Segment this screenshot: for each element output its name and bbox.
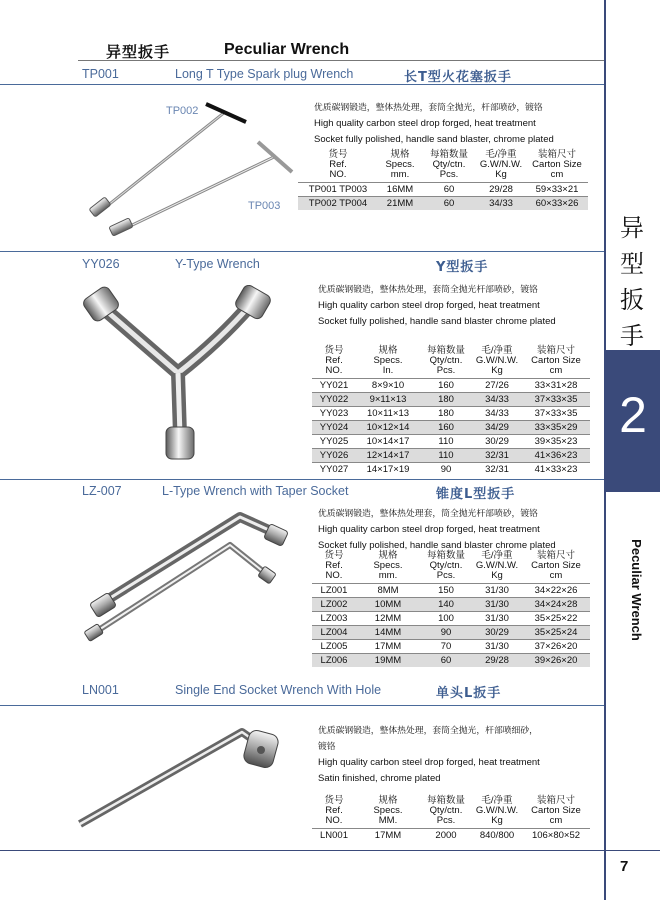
section-rule — [68, 705, 604, 706]
section-title-en: Y-Type Wrench — [175, 257, 260, 271]
product-description: 优质碳钢锻造，整体热处理，套筒全抛光，杆部喷细砂， 镀铬 High quality carbon steel drop forged, heat treatment Satin finished, chrome plated — [318, 726, 540, 784]
spec-table: 货号 Ref. NO. 规格 Specs. In. 每箱数量 Qty/ctn. Pcs. 毛/净重 G.W/N.W. Kg 装箱尺寸 Carton Size cm YY021 8×9×10 160 27/26 33×31×28 YY022 9×11×13 180 34/33 37×33×35 YY023 10×11×13 180 34/33 37×33×35 YY024 10×12×14 160 34/29 33×35×29 YY025 10×14×17 110 30/29 39×35×23 YY026 12×14×17 110 32/31 41×36×23 YY027 14×17×19 90 32/31 41×33×23 — [312, 346, 590, 476]
product-description: 优质碳钢锻造，整体热处理套，筒全抛光杆部喷砂，镀铬 High quality carbon steel drop forged, heat treatment Socket fully polished, handle sand blaster chrome plated — [318, 509, 556, 551]
page-title-en: Peculiar Wrench — [224, 41, 350, 58]
section-code: LZ-007 — [82, 484, 122, 498]
table-row: LZ003 12MM 100 31/30 35×25×22 — [312, 612, 590, 626]
section-title-cn: 锥度L型扳手 — [436, 487, 516, 502]
section-code: YY026 — [82, 257, 120, 271]
table-row: LZ006 19MM 60 29/28 39×26×20 — [312, 654, 590, 668]
section-divider — [0, 84, 68, 85]
table-row: TP001 TP003 16MM 60 29/28 59×33×21 — [298, 183, 588, 197]
product-description: 优质碳钢锻造，整体热处理，套筒全抛光杆部喷砂，镀铬 High quality carbon steel drop forged, heat treatment Socket fully polished, handle sand blaster chrome plated — [318, 285, 556, 327]
header-divider — [78, 60, 604, 61]
section-title-en: Single End Socket Wrench With Hole — [175, 683, 382, 697]
side-footer-divider — [606, 850, 660, 851]
side-title-en: Peculiar Wrench — [629, 539, 644, 641]
table-row: YY022 9×11×13 180 34/33 37×33×35 — [312, 393, 590, 407]
table-row: YY025 10×14×17 110 30/29 39×35×23 — [312, 435, 590, 449]
section-title-cn: 单头L扳手 — [436, 686, 502, 701]
section-divider — [0, 705, 68, 706]
table-row: LZ004 14MM 90 30/29 35×25×24 — [312, 626, 590, 640]
section-code: LN001 — [82, 683, 119, 697]
footer-divider — [0, 850, 604, 851]
section-title-en: Long T Type Spark plug Wrench — [175, 67, 354, 81]
section-title-cn: 长T型火花塞扳手 — [404, 70, 512, 85]
section-divider — [0, 479, 68, 480]
t-wrench-image — [80, 90, 300, 240]
table-row: TP002 TP004 21MM 60 34/33 60×33×26 — [298, 197, 588, 211]
section-title-en: L-Type Wrench with Taper Socket — [162, 484, 349, 498]
chapter-number: 2 — [619, 387, 647, 443]
table-row: YY027 14×17×19 90 32/31 41×33×23 — [312, 463, 590, 477]
section-divider — [0, 251, 68, 252]
section-title-cn: Y型扳手 — [436, 260, 489, 275]
section-rule — [68, 251, 604, 252]
l-wrench-image — [80, 505, 290, 660]
page-title-cn: 异型扳手 — [106, 43, 171, 61]
table-row: LN001 17MM 2000 840/800 106×80×52 — [312, 829, 590, 843]
table-row: LZ001 8MM 150 31/30 34×22×26 — [312, 584, 590, 598]
product-label: TP002 — [166, 105, 199, 117]
table-row: YY026 12×14×17 110 32/31 41×36×23 — [312, 449, 590, 463]
side-title-cn: 异 型 扳 手 — [620, 214, 644, 350]
table-row: YY021 8×9×10 160 27/26 33×31×28 — [312, 379, 590, 393]
spec-table: 货号 Ref. NO. 规格 Specs. MM. 每箱数量 Qty/ctn. Pcs. 毛/净重 G.W/N.W. Kg 装箱尺寸 Carton Size cm LN001 17MM 2000 840/800 106×80×52 — [312, 796, 590, 842]
spec-table: 货号 Ref. NO. 规格 Specs. mm. 每箱数量 Qty/ctn. Pcs. 毛/净重 G.W/N.W. Kg 装箱尺寸 Carton Size cm LZ001 8MM 150 31/30 34×22×26 LZ002 10MM 140 31/30 34×24×28 LZ003 12MM 100 31/30 35×25×22 LZ004 14MM 90 30/29 35×25×24 LZ005 17MM 70 31/30 37×26×20 LZ006 19MM 60 29/28 39×26×20 — [312, 551, 590, 667]
table-row: YY024 10×12×14 160 34/29 33×35×29 — [312, 421, 590, 435]
product-label: TP003 — [248, 200, 281, 212]
spec-table: 货号 Ref. NO. 规格 Specs. mm. 每箱数量 Qty/ctn. Pcs. 毛/净重 G.W/N.W. Kg 装箱尺寸 Carton Size cm TP001 TP003 16MM 60 29/28 59×33×21 TP002 TP004 21MM 60 34/33 60×33×26 — [298, 150, 588, 210]
y-wrench-image — [80, 285, 290, 470]
section-rule — [68, 479, 604, 480]
table-row: LZ005 17MM 70 31/30 37×26×20 — [312, 640, 590, 654]
section-rule — [68, 84, 604, 85]
page-number: 7 — [620, 858, 629, 875]
table-row: YY023 10×11×13 180 34/33 37×33×35 — [312, 407, 590, 421]
table-row: LZ002 10MM 140 31/30 34×24×28 — [312, 598, 590, 612]
single-end-wrench-image — [70, 712, 290, 837]
product-description: 优质碳钢锻造，整体热处理，套筒全抛光，杆部喷砂，镀铬 High quality carbon steel drop forged, heat treatment Socket fully polished, handle sand blaster, chrome plated — [314, 103, 554, 145]
section-code: TP001 — [82, 67, 119, 81]
